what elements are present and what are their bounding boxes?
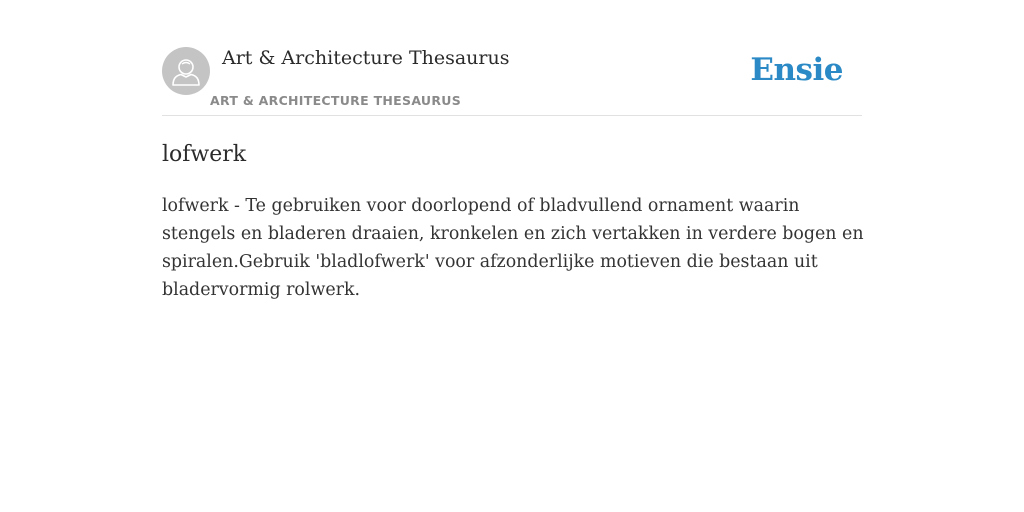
category-label[interactable]: ART & ARCHITECTURE THESAURUS xyxy=(210,93,462,108)
header xyxy=(162,0,862,116)
user-silhouette-icon xyxy=(162,47,210,95)
author-avatar[interactable] xyxy=(162,47,210,95)
article-body: lofwerk - Te gebruiken voor doorlopend of bladvullend ornament waarin stengels en bladeren draaien, kronkelen en zich vertakken in verdere bogen en spiralen.Gebruik 'bladlofwerk' voor afzonderlijke motieven die bestaan uit bladervormig rolwerk. xyxy=(162,196,864,300)
ensie-logo[interactable]: Ensie xyxy=(750,52,843,88)
author-name[interactable]: Art & Architecture Thesaurus xyxy=(222,47,510,69)
article-title: lofwerk xyxy=(162,142,247,167)
